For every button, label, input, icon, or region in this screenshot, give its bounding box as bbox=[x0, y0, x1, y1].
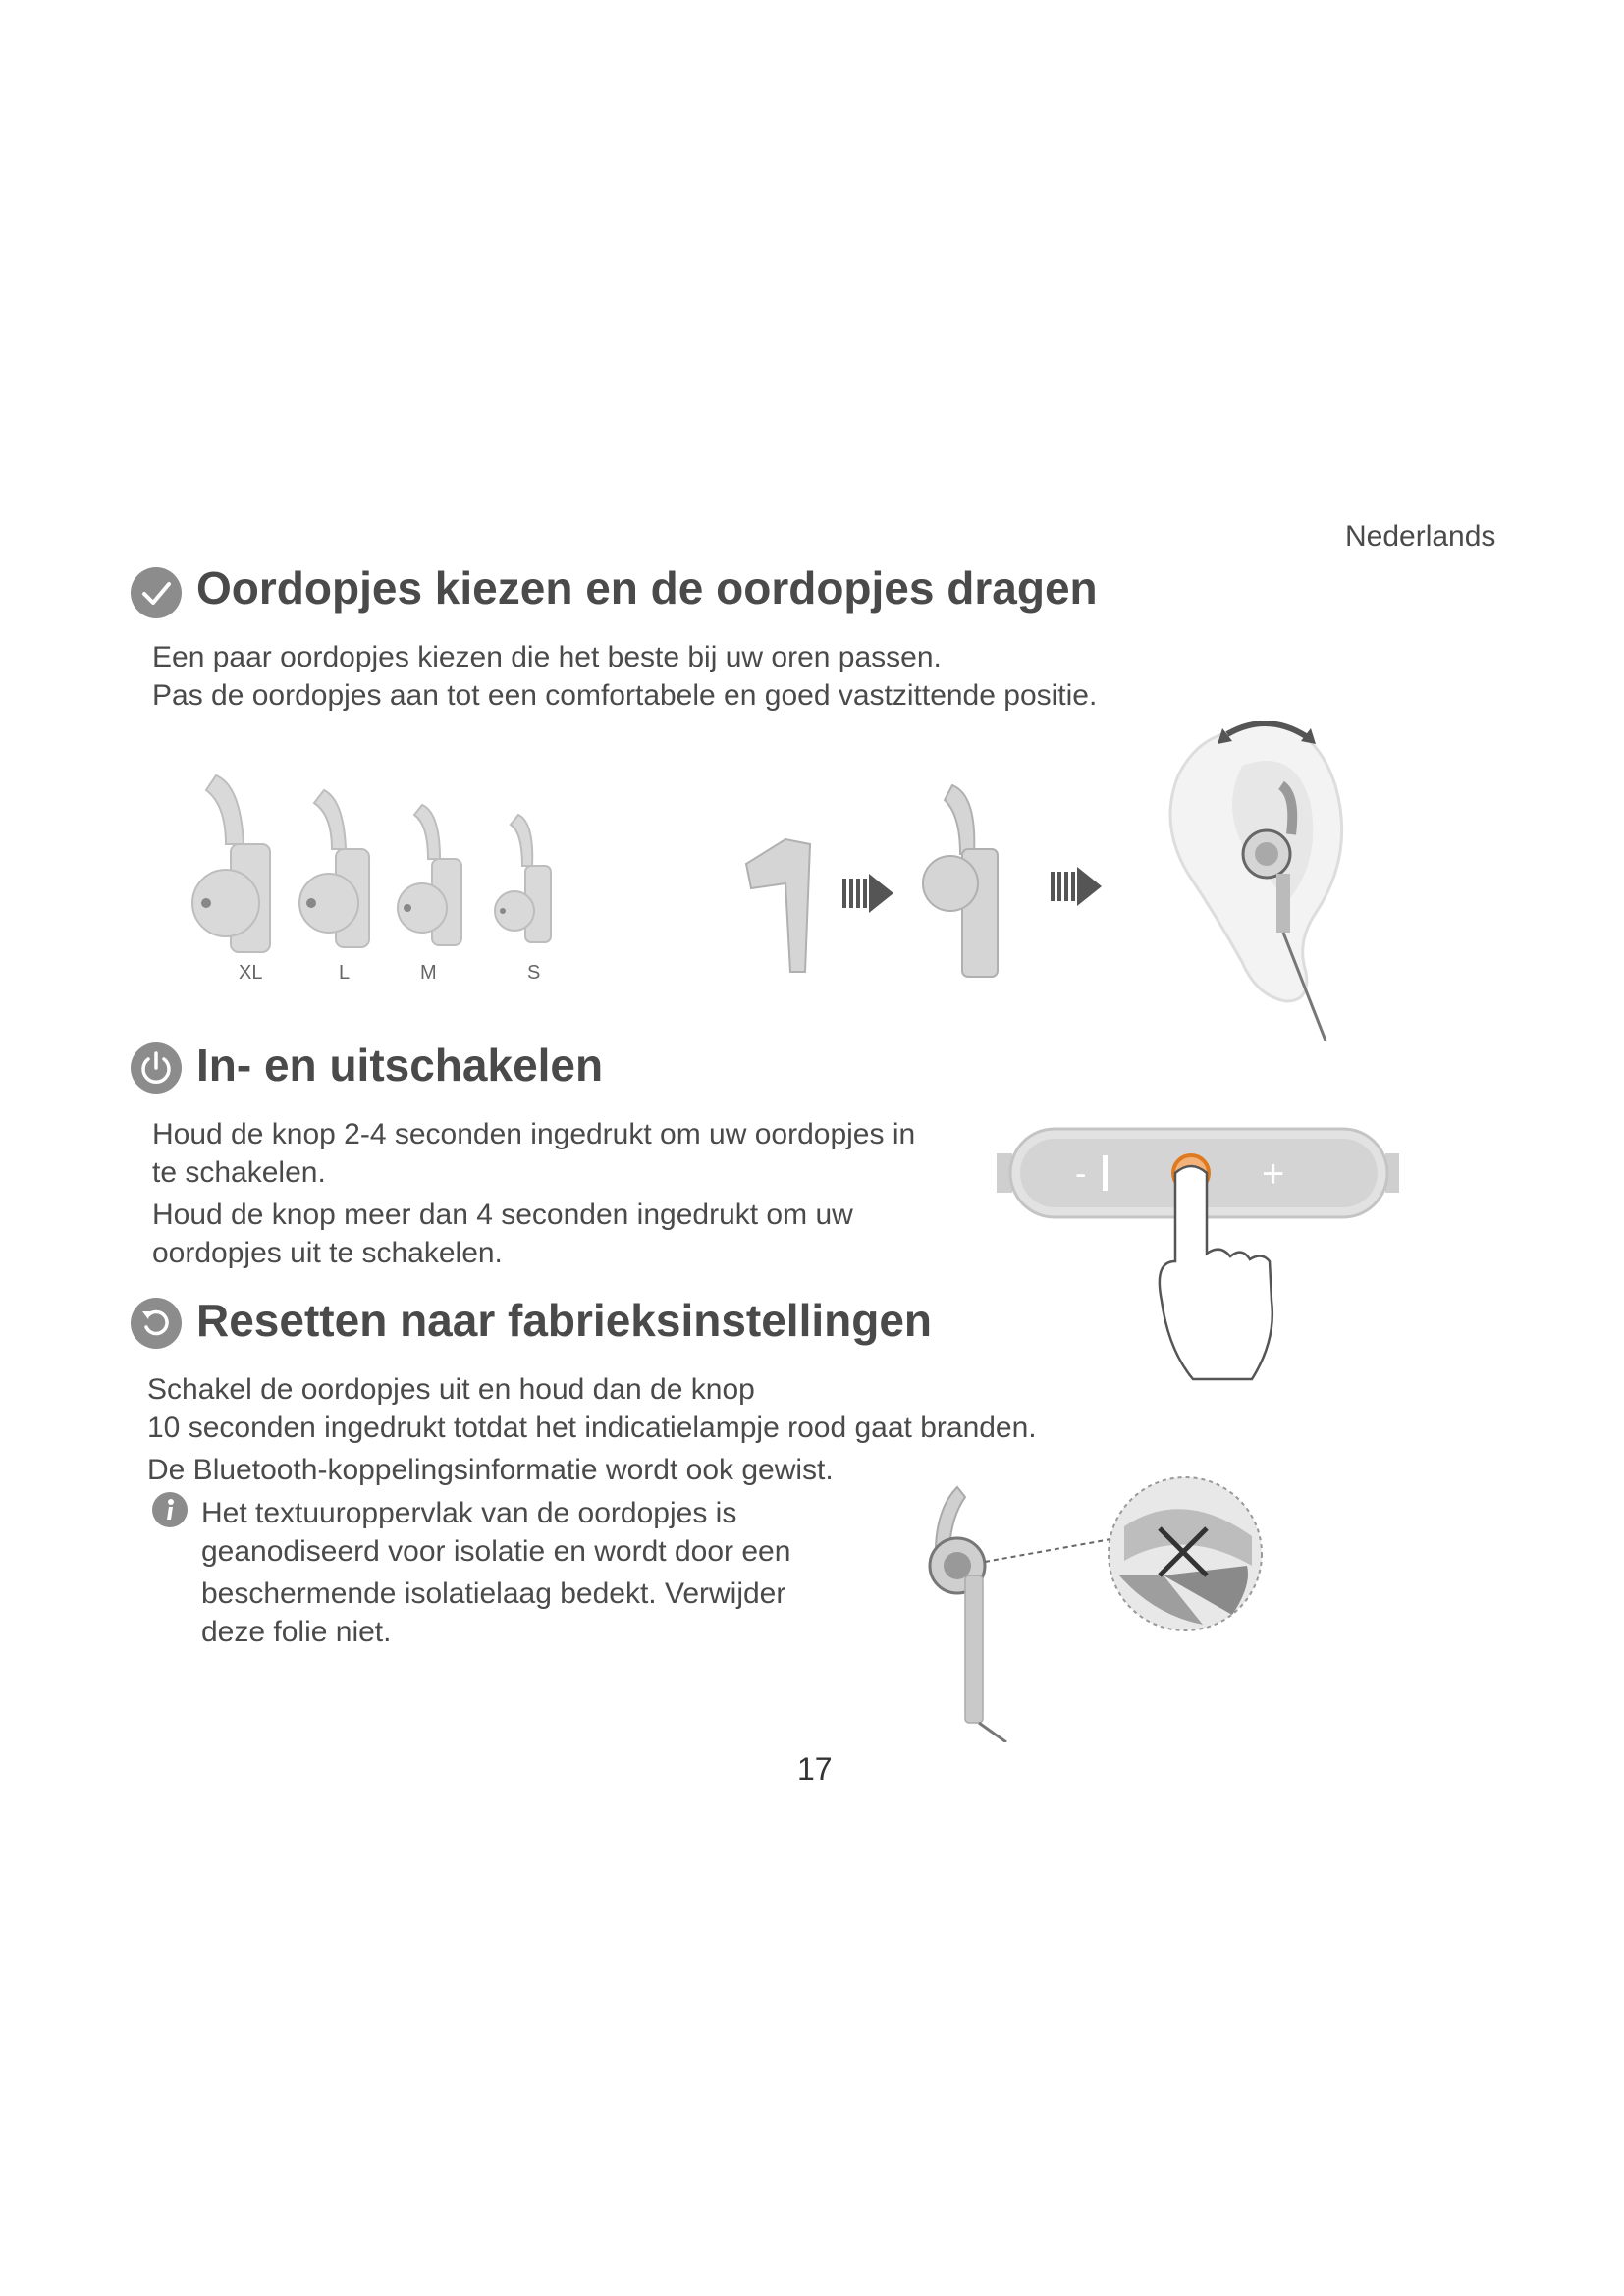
language-label: Nederlands bbox=[1345, 520, 1496, 553]
section-title-reset: Resetten naar fabrieksinstellingen bbox=[196, 1295, 933, 1346]
reset-line-2: 10 seconden ingedrukt totdat het indicatielampje rood gaat branden. bbox=[147, 1412, 1037, 1444]
eartip-sizes-illustration bbox=[187, 766, 619, 962]
svg-text:+: + bbox=[1262, 1152, 1285, 1196]
section-title-fit: Oordopjes kiezen en de oordopjes dragen bbox=[196, 562, 1098, 614]
svg-text:-: - bbox=[1075, 1155, 1087, 1193]
fit-line-1: Een paar oordopjes kiezen die het beste bij uw oren passen. bbox=[152, 641, 942, 673]
size-label-xl: XL bbox=[239, 962, 263, 984]
reset-line-1: Schakel de oordopjes uit en houd dan de knop bbox=[147, 1373, 755, 1406]
reset-line-3: De Bluetooth-koppelingsinformatie wordt ook gewist. bbox=[147, 1454, 834, 1486]
note-line-3: beschermende isolatielaag bedekt. Verwijder bbox=[201, 1577, 786, 1610]
power-line-3: Houd de knop meer dan 4 seconden ingedrukt om uw bbox=[152, 1199, 853, 1231]
power-line-1: Houd de knop 2-4 seconden ingedrukt om uw oordopjes in bbox=[152, 1118, 916, 1150]
fit-line-2: Pas de oordopjes aan tot een comfortabele en goed vastzittende positie. bbox=[152, 679, 1098, 712]
note-line-4: deze folie niet. bbox=[201, 1616, 392, 1648]
checkmark-icon bbox=[131, 567, 182, 618]
note-line-2: geanodiseerd voor isolatie en wordt door een bbox=[201, 1535, 791, 1568]
section-title-power: In- en uitschakelen bbox=[196, 1040, 604, 1091]
note-line-1: Het textuuroppervlak van de oordopjes is bbox=[201, 1497, 737, 1529]
size-label-m: M bbox=[420, 962, 437, 984]
coating-warning-illustration bbox=[908, 1468, 1281, 1742]
power-line-4: oordopjes uit te schakelen. bbox=[152, 1237, 503, 1269]
size-label-s: S bbox=[527, 962, 541, 984]
power-line-2: te schakelen. bbox=[152, 1156, 326, 1189]
fitting-steps-illustration bbox=[727, 775, 1119, 991]
remote-button-illustration bbox=[997, 1114, 1399, 1399]
page-number: 17 bbox=[797, 1751, 833, 1787]
ear-wearing-illustration bbox=[1149, 707, 1365, 1060]
power-icon bbox=[131, 1042, 182, 1094]
size-label-l: L bbox=[339, 962, 351, 984]
reset-icon bbox=[131, 1298, 182, 1349]
info-icon bbox=[152, 1492, 188, 1527]
